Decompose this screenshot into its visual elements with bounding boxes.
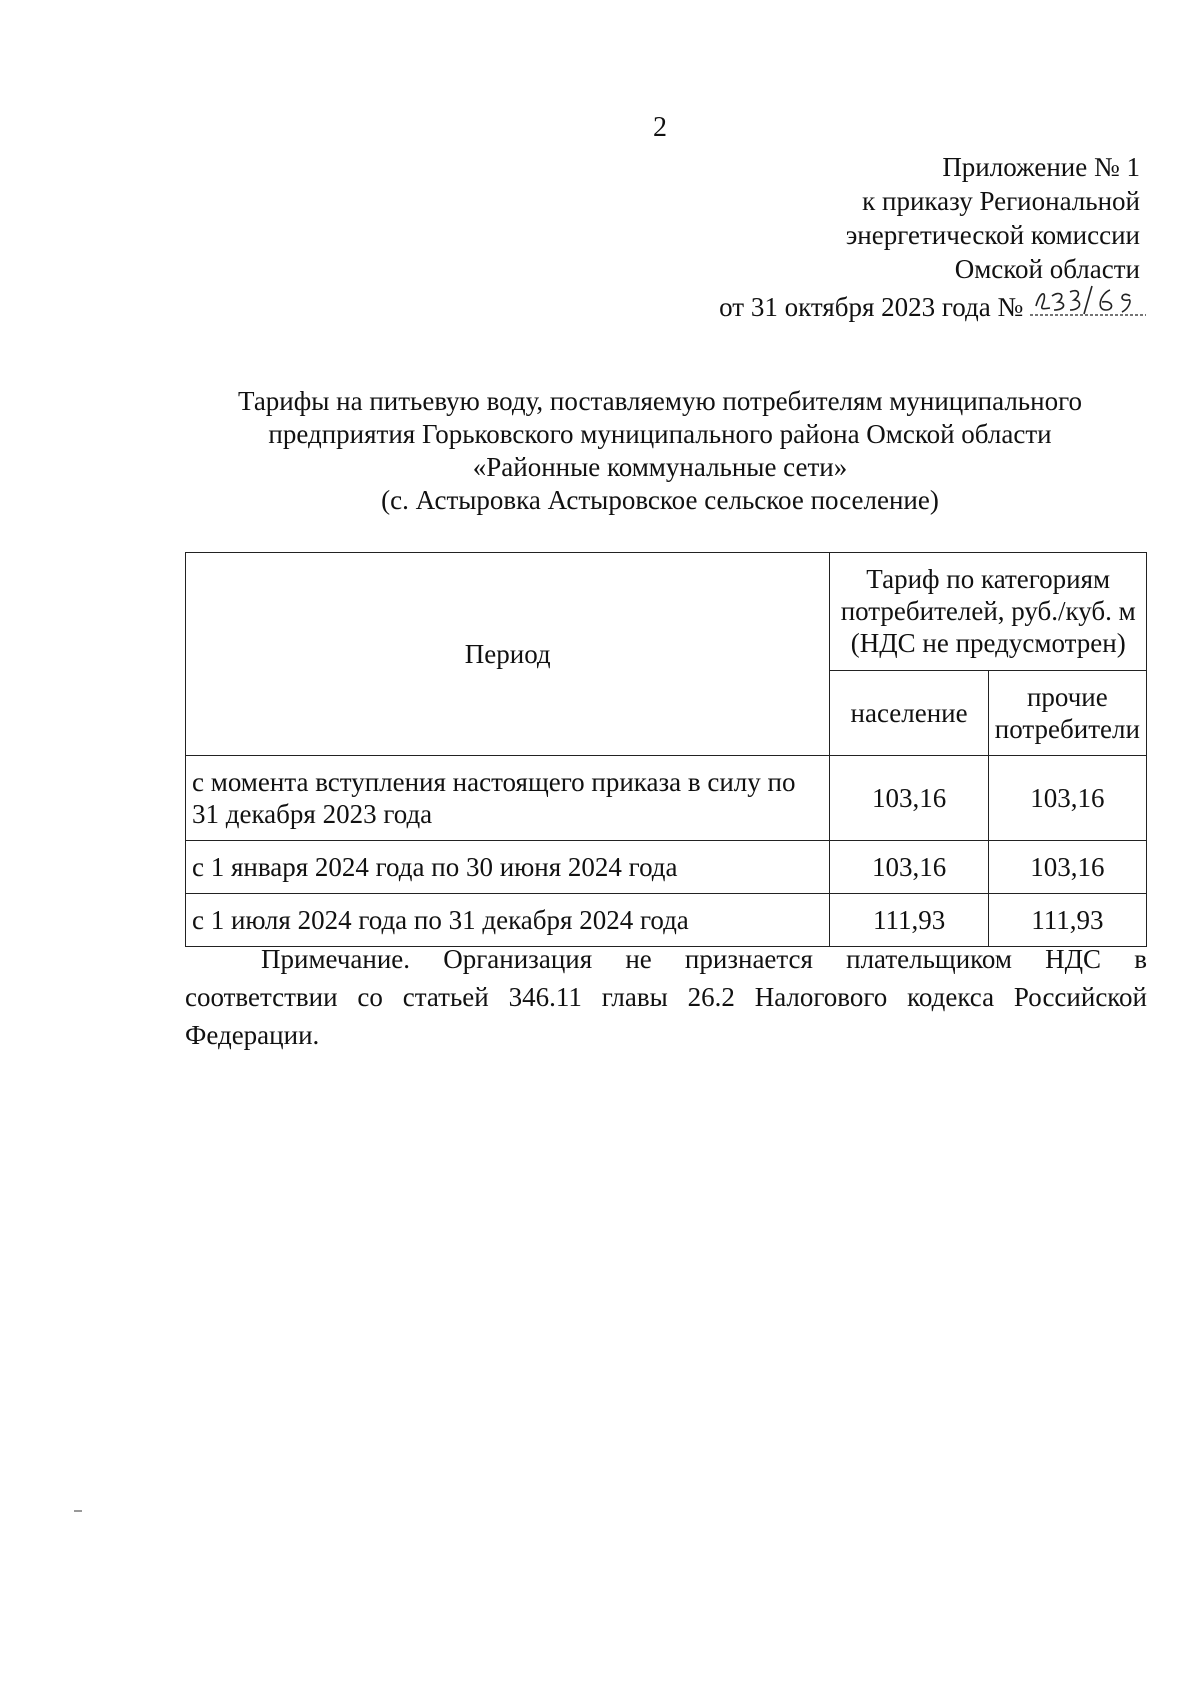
title-line-3: «Районные коммунальные сети» [472,452,848,482]
footnote-text: Примечание. Организация не признается плательщиком НДС в соответствии со статьей 346.11 главы 26.2 Налогового кодекса Российской Федерации. [185,944,1147,1050]
appendix-line-4: Омской области [954,254,1140,284]
title-line-1: Тарифы на питьевую воду, поставляемую потребителям муниципального [238,386,1082,416]
tariff-table [185,552,1147,947]
handwritten-order-number-drawing [1030,282,1148,318]
row-other-tariff: 103,16 [988,841,1146,894]
row-period: с 1 июля 2024 года по 31 декабря 2024 года [186,894,830,947]
table-row [186,841,1147,894]
page-number: 2 [653,112,667,143]
row-population-tariff: 111,93 [830,894,988,947]
appendix-header [719,150,1140,324]
header-tariff: Тариф по категориям потребителей, руб./куб. м (НДС не предусмотрен) [830,553,1147,671]
footnote [185,940,1147,1054]
appendix-line-3: энергетической комиссии [845,220,1140,250]
header-other-consumers: прочие потребители [988,670,1146,755]
row-population-tariff: 103,16 [830,841,988,894]
appendix-line-1: Приложение № 1 [942,152,1140,182]
table-row [186,756,1147,841]
appendix-date-line [719,286,1140,324]
document-title [160,385,1160,517]
row-population-tariff: 103,16 [830,756,988,841]
title-line-2: предприятия Горьковского муниципального района Омской области [268,419,1052,449]
title-line-4: (с. Астыровка Астыровское сельское поселение) [381,485,939,515]
handwritten-order-number [1030,286,1140,316]
table-header-row [186,553,1147,671]
appendix-date-prefix: от 31 октября 2023 года № [719,292,1024,322]
appendix-line-2: к приказу Региональной [862,186,1140,216]
header-population: население [830,670,988,755]
row-period: с 1 января 2024 года по 30 июня 2024 года [186,841,830,894]
row-period: с момента вступления настоящего приказа в силу по 31 декабря 2023 года [186,756,830,841]
header-period: Период [186,553,830,756]
row-other-tariff: 103,16 [988,756,1146,841]
table-row [186,894,1147,947]
scan-speck [74,1510,82,1512]
row-other-tariff: 111,93 [988,894,1146,947]
